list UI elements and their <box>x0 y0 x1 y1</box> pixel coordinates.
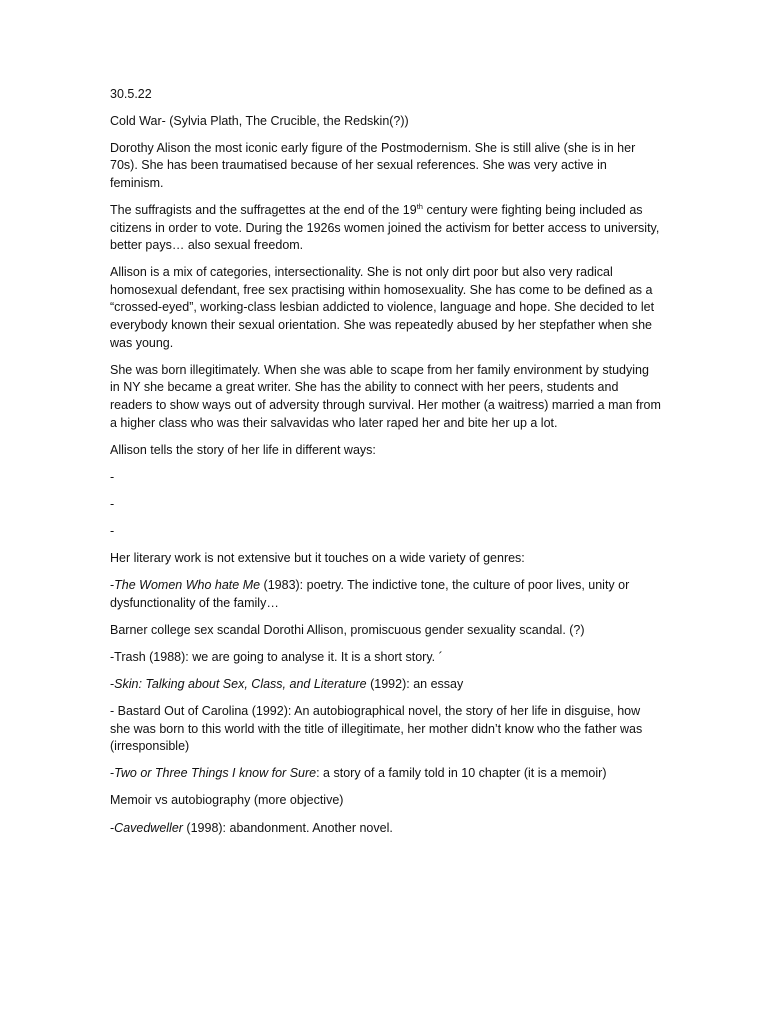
work-skin <box>110 676 662 694</box>
work-skin-title: Skin: Talking about Sex, Class, and Literature <box>114 676 367 691</box>
paragraph-intersectionality: Allison is a mix of categories, intersectionality. She is not only dirt poor but also very radical homosexual defendant, free sex practising within homosexuality. She has come to be defined as a “crossed-eyed”, working-class lesbian addicted to violence, language and hope. She decided to let everybody known their sexual orientation. She was repeatedly abused by her stepfather when she was young. <box>110 265 655 350</box>
work-skin-prefix: - <box>110 676 115 691</box>
paragraph-literary-work: Her literary work is not extensive but it touches on a wide variety of genres: <box>110 550 525 565</box>
work-bastard-out-of-carolina: - Bastard Out of Carolina (1992): An autobiographical novel, the story of her life in disguise, how she was born to this world with the title of illegitimate, her mother didn’t know who the father was (irresponsible) <box>110 704 643 754</box>
work-cave-prefix: - <box>110 820 115 835</box>
work-skin-description: (1992): an essay <box>366 676 464 691</box>
work-trash: -Trash (1988): we are going to analyse it. It is a short story. ´ <box>110 649 443 664</box>
work-cavedweller <box>110 820 662 838</box>
work-women-description: (1983): poetry. The indictive tone, the culture of poor lives, unity or dysfunctionality of the family… <box>110 578 630 610</box>
paragraph-suffragists <box>110 202 662 255</box>
dash-item-1: - <box>110 469 115 484</box>
paragraph-born-illegitimately: She was born illegitimately. When she was able to scape from her family environment by studying in NY she became a great writer. She has the ability to connect with her peers, students and readers to show ways out of adversity through survival. Her mother (a waitress) married a man from a higher class who was their salvavidas who later raped her and bite her up a lot. <box>110 362 661 430</box>
paragraph-alison-intro: Dorothy Alison the most iconic early figure of the Postmodernism. She is still alive (she is in her 70s). She has been traumatised because of her sexual references. She was very active in feminism. <box>110 140 636 190</box>
work-cave-title: Cavedweller <box>114 820 183 835</box>
barner-scandal-line: Barner college sex scandal Dorothi Allison, promiscuous gender sexuality scandal. (?) <box>110 622 585 637</box>
work-two-prefix: - <box>110 766 115 781</box>
memoir-vs-autobiography-line: Memoir vs autobiography (more objective) <box>110 793 344 808</box>
work-women-who-hate-me <box>110 577 662 612</box>
suffragists-text-end: century were fighting being included as citizens in order to vote. During the 1926s women joined the activism for better access to university, better pays… also sexual freedom. <box>110 202 660 253</box>
suffragists-text-start: The suffragists and the suffragettes at the end of the 19 <box>110 202 417 217</box>
date-line: 30.5.22 <box>110 87 152 101</box>
work-cave-description: (1998): abandonment. Another novel. <box>182 820 393 835</box>
cold-war-line: Cold War- (Sylvia Plath, The Crucible, the Redskin(?)) <box>110 113 409 128</box>
dash-item-3: - <box>110 523 115 538</box>
work-two-or-three-things <box>110 765 662 783</box>
work-women-prefix: - <box>110 578 115 593</box>
work-two-title: Two or Three Things I know for Sure <box>114 766 317 781</box>
work-two-description: : a story of a family told in 10 chapter (it is a memoir) <box>316 766 607 781</box>
document-body <box>110 86 662 847</box>
dash-item-2: - <box>110 496 115 511</box>
paragraph-tells-story: Allison tells the story of her life in different ways: <box>110 442 376 457</box>
superscript-th: th <box>416 201 423 211</box>
work-women-title: The Women Who hate Me <box>114 578 261 593</box>
